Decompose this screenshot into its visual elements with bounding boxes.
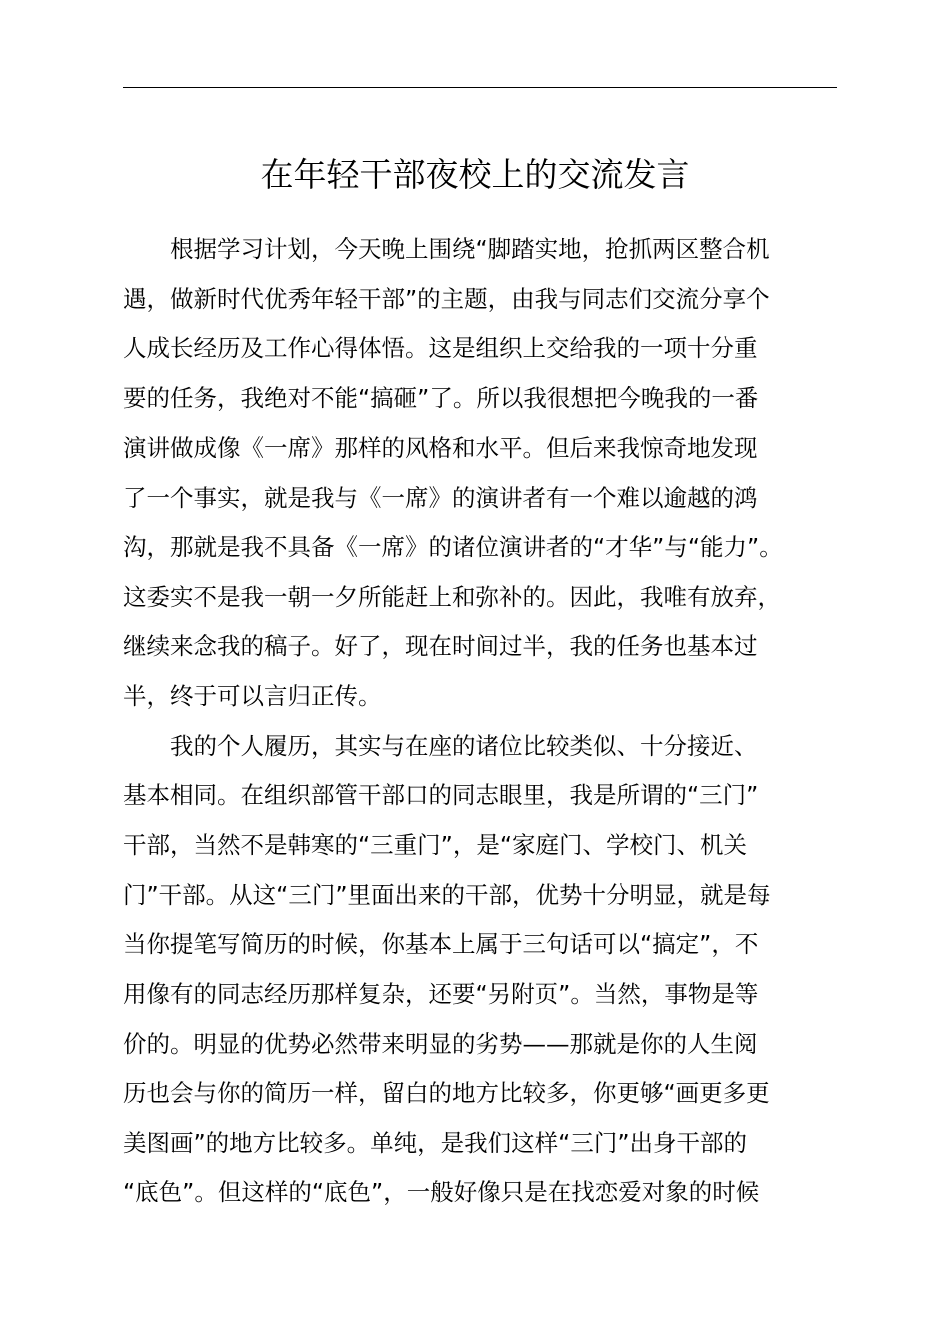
text-line: “底色”。但这样的“底色”，一般好像只是在找恋爱对象的时候 <box>123 1178 760 1206</box>
text-line: 干部，当然不是韩寒的“三重门”，是“家庭门、学校门、机关 <box>123 831 748 859</box>
text-line: 演讲做成像《一席》那样的风格和水平。但后来我惊奇地发现 <box>123 434 758 462</box>
text-line: 当你提笔写简历的时候，你基本上属于三句话可以“搞定”，不 <box>123 930 759 958</box>
text-line: 要的任务，我绝对不能“搞砸”了。所以我很想把今晚我的一番 <box>123 384 759 412</box>
text-line: 门”干部。从这“三门”里面出来的干部，优势十分明显，就是每 <box>123 881 771 909</box>
header-rule <box>123 87 837 88</box>
document-title: 在年轻干部夜校上的交流发言 <box>260 155 690 194</box>
text-line: 历也会与你的简历一样，留白的地方比较多，你更够“画更多更 <box>123 1079 770 1107</box>
text-line: 半，终于可以言归正传。 <box>123 682 382 710</box>
text-line: 基本相同。在组织部管干部口的同志眼里，我是所谓的“三门” <box>123 781 759 809</box>
text-line: 遇，做新时代优秀年轻干部”的主题，由我与同志们交流分享个 <box>123 285 770 313</box>
text-line: 根据学习计划，今天晚上围绕“脚踏实地，抢抓两区整合机 <box>170 235 770 263</box>
text-line: 用像有的同志经历那样复杂，还要“另附页”。当然，事物是等 <box>123 980 759 1008</box>
text-line: 沟，那就是我不具备《一席》的诸位演讲者的“才华”与“能力”。 <box>123 533 783 561</box>
text-line: 这委实不是我一朝一夕所能赶上和弥补的。因此，我唯有放弃， <box>123 583 781 611</box>
text-line: 美图画”的地方比较多。单纯，是我们这样“三门”出身干部的 <box>123 1129 748 1157</box>
text-line: 了一个事实，就是我与《一席》的演讲者有一个难以逾越的鸿 <box>123 484 758 512</box>
text-line: 价的。明显的优势必然带来明显的劣势——那就是你的人生阅 <box>123 1030 758 1058</box>
text-line: 人成长经历及工作心得体悟。这是组织上交给我的一项十分重 <box>123 334 758 362</box>
text-line: 继续来念我的稿子。好了，现在时间过半，我的任务也基本过 <box>123 632 758 660</box>
text-line: 我的个人履历，其实与在座的诸位比较类似、十分接近、 <box>170 732 758 760</box>
